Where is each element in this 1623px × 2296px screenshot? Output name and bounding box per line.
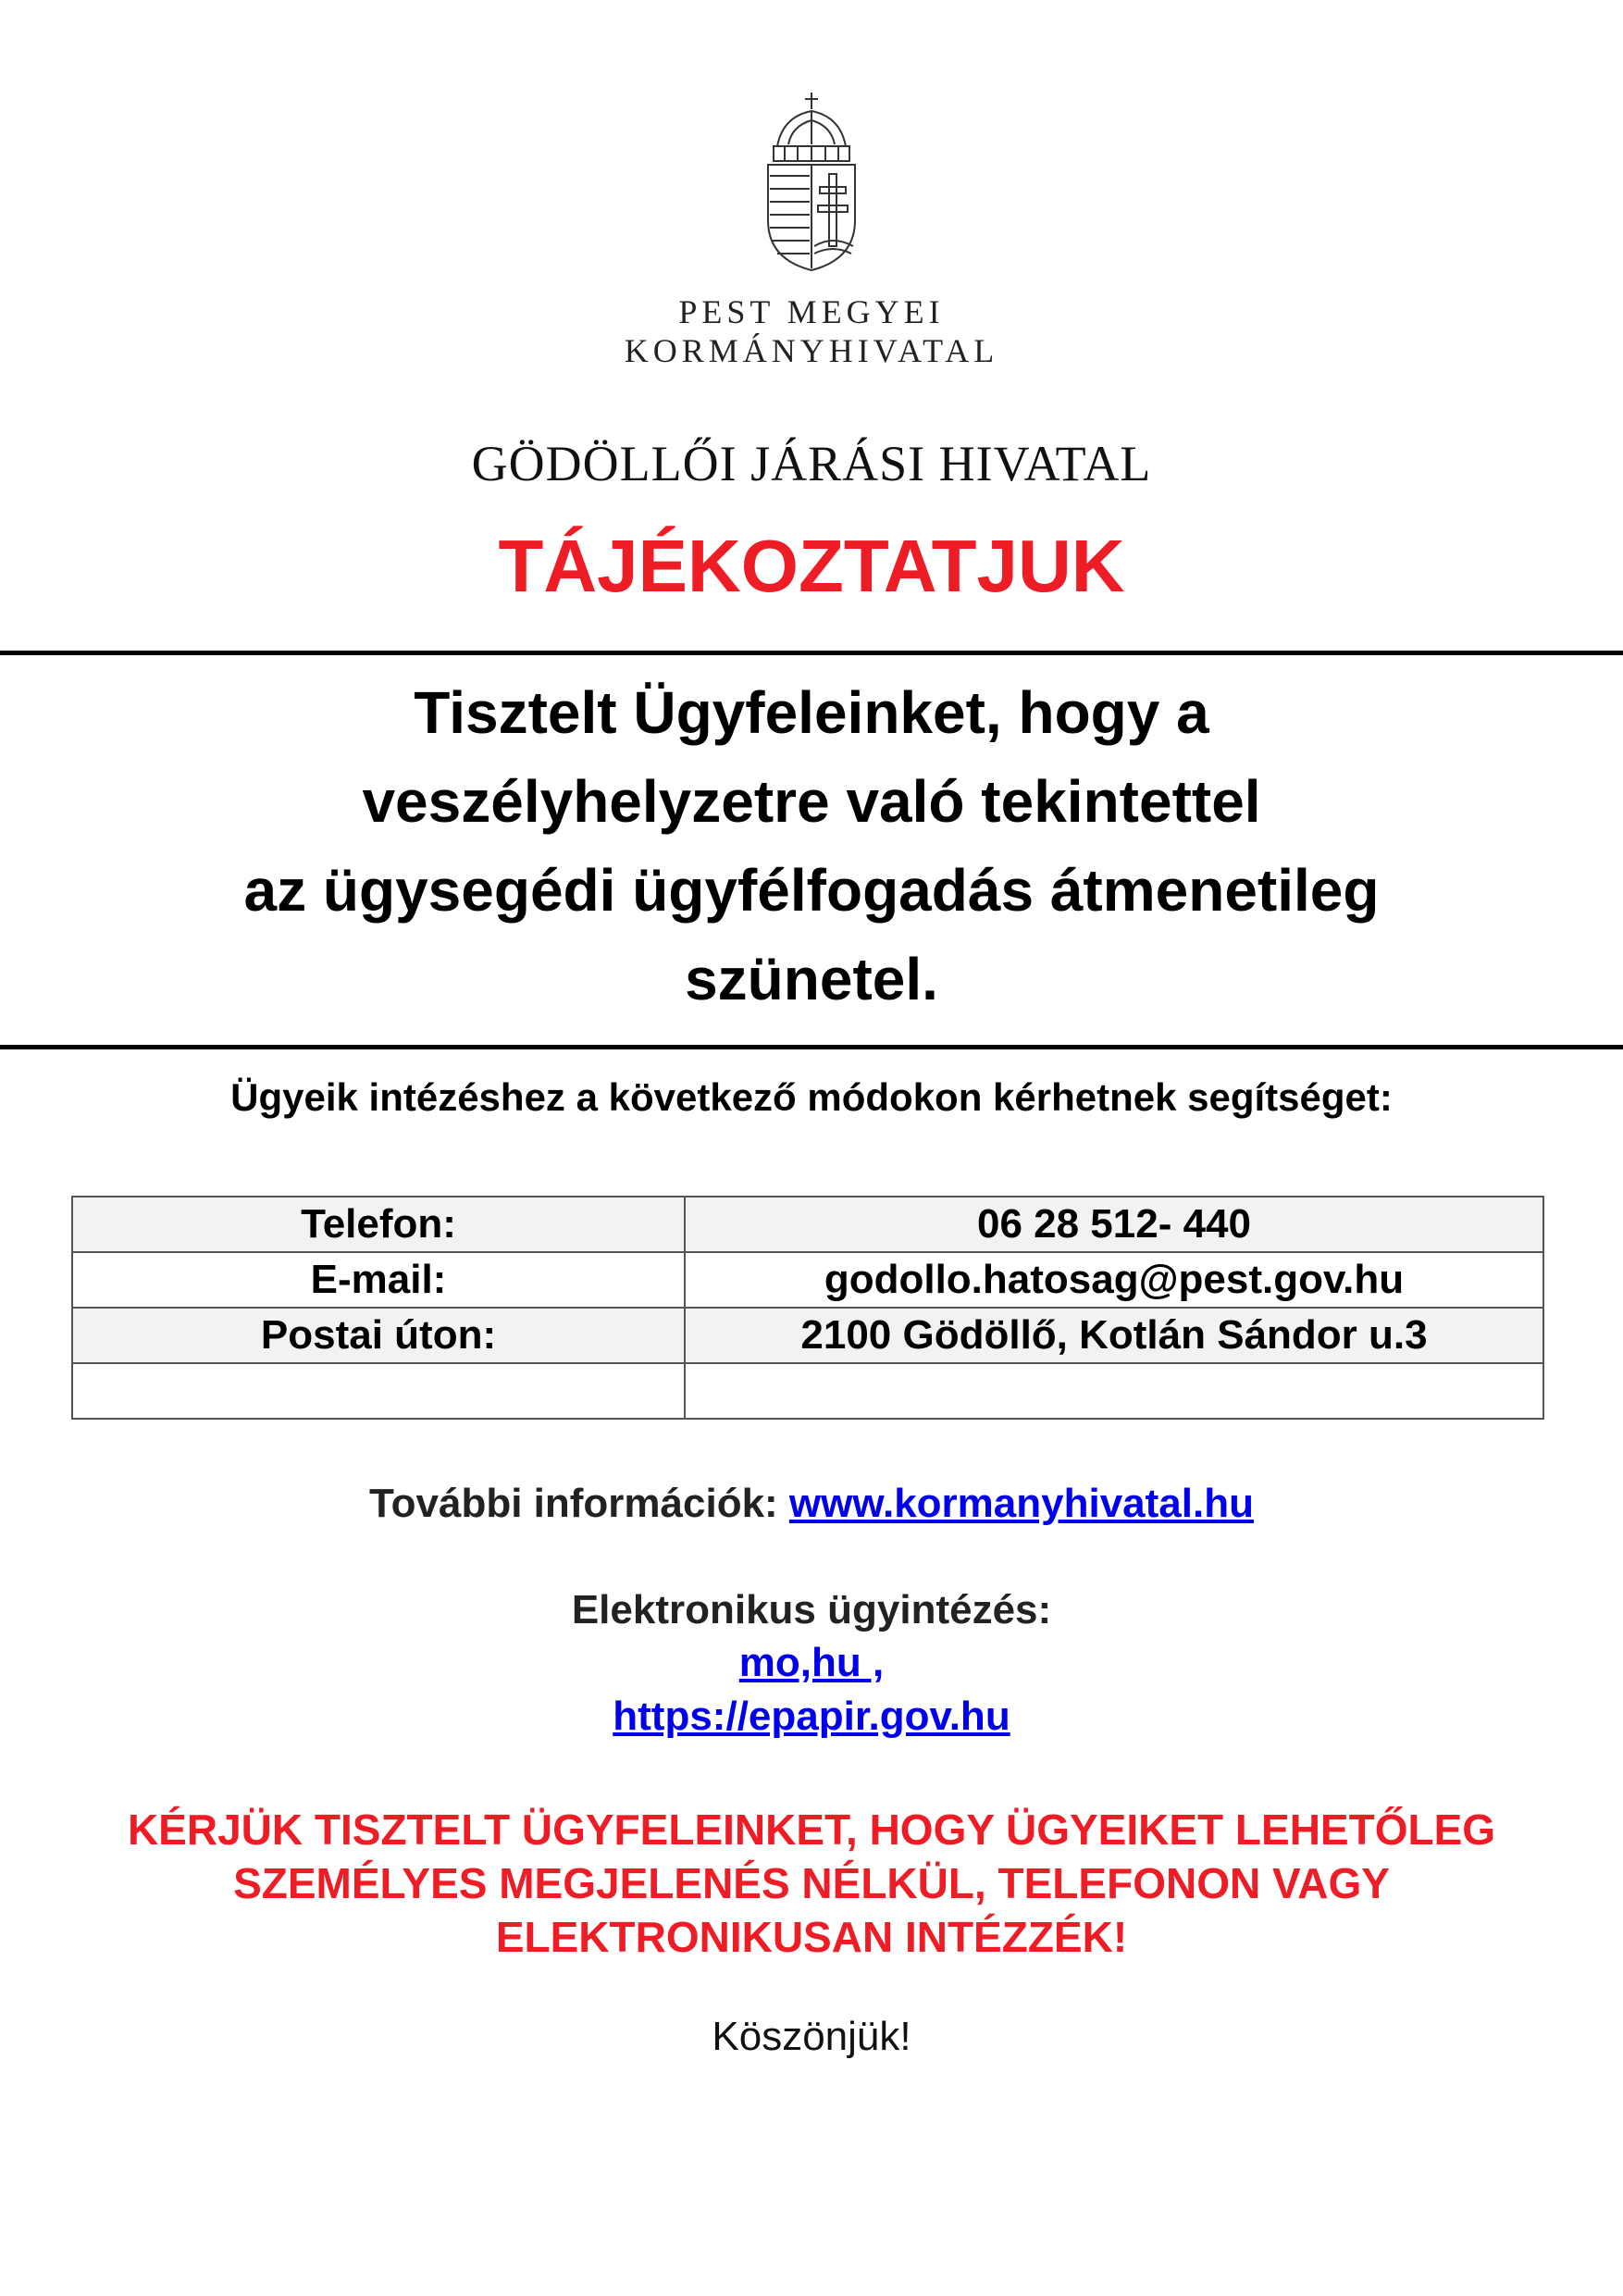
contact-table (71, 1196, 1544, 1420)
contact-row-empty (72, 1363, 1543, 1419)
office-name: GÖDÖLLŐI JÁRÁSI HIVATAL (471, 436, 1152, 491)
epapir-link[interactable]: https://epapir.gov.hu (613, 1694, 1010, 1739)
notice-text (0, 668, 1623, 1024)
contact-row-phone (72, 1197, 1543, 1252)
contact-label (72, 1363, 685, 1419)
electronic-link-row2 (0, 1694, 1623, 1740)
electronic-link-row1 (0, 1640, 1623, 1686)
notice-line: Tisztelt Ügyfeleinket, hogy a (414, 679, 1209, 746)
thanks-text: Köszönjük! (712, 2014, 911, 2059)
notice-line: az ügysegédi ügyfélfogadás átmenetileg (243, 857, 1380, 924)
org-name-line2: KORMÁNYHIVATAL (624, 332, 999, 369)
org-name-line1: PEST MEGYEI (678, 293, 945, 330)
divider-bottom (0, 1045, 1623, 1049)
kormanyhivatal-link[interactable]: www.kormanyhivatal.hu (788, 1481, 1254, 1526)
contact-value-post: 2100 Gödöllő, Kotlán Sándor u.3 (685, 1308, 1543, 1363)
coat-of-arms-icon (764, 91, 859, 272)
contact-label: Postai úton: (72, 1308, 685, 1363)
contact-label: Telefon: (72, 1197, 685, 1252)
electronic-label: Elektronikus ügyintézés: (571, 1587, 1052, 1632)
contact-row-post (72, 1308, 1543, 1363)
notice-line: veszélyhelyzetre való tekintettel (362, 768, 1261, 835)
appeal-line: ELEKTRONIKUSAN INTÉZZÉK! (495, 1913, 1128, 1961)
more-info-label: További információk: (369, 1481, 789, 1526)
page-title: TÁJÉKOZTATJUK (498, 525, 1125, 607)
help-text: Ügyeik intézéshez a következő módokon kérhetnek segítséget: (230, 1075, 1393, 1119)
contact-value-phone: 06 28 512- 440 (685, 1197, 1543, 1252)
appeal-line: KÉRJÜK TISZTELT ÜGYFELEINKET, HOGY ÜGYEIKET LEHETŐLEG (127, 1806, 1496, 1854)
contact-label: E-mail: (72, 1252, 685, 1308)
contact-row-email (72, 1252, 1543, 1308)
appeal-line: SZEMÉLYES MEGJELENÉS NÉLKÜL, TELEFONON VAGY (233, 1859, 1390, 1907)
notice-line: szünetel. (685, 946, 938, 1012)
divider-top (0, 651, 1623, 655)
contact-value-empty (685, 1363, 1543, 1419)
contact-value-email: godollo.hatosag@pest.gov.hu (685, 1252, 1543, 1308)
appeal-text (0, 1803, 1623, 1964)
more-info (0, 1481, 1623, 1527)
mohu-link[interactable]: mo,hu , (738, 1640, 885, 1685)
